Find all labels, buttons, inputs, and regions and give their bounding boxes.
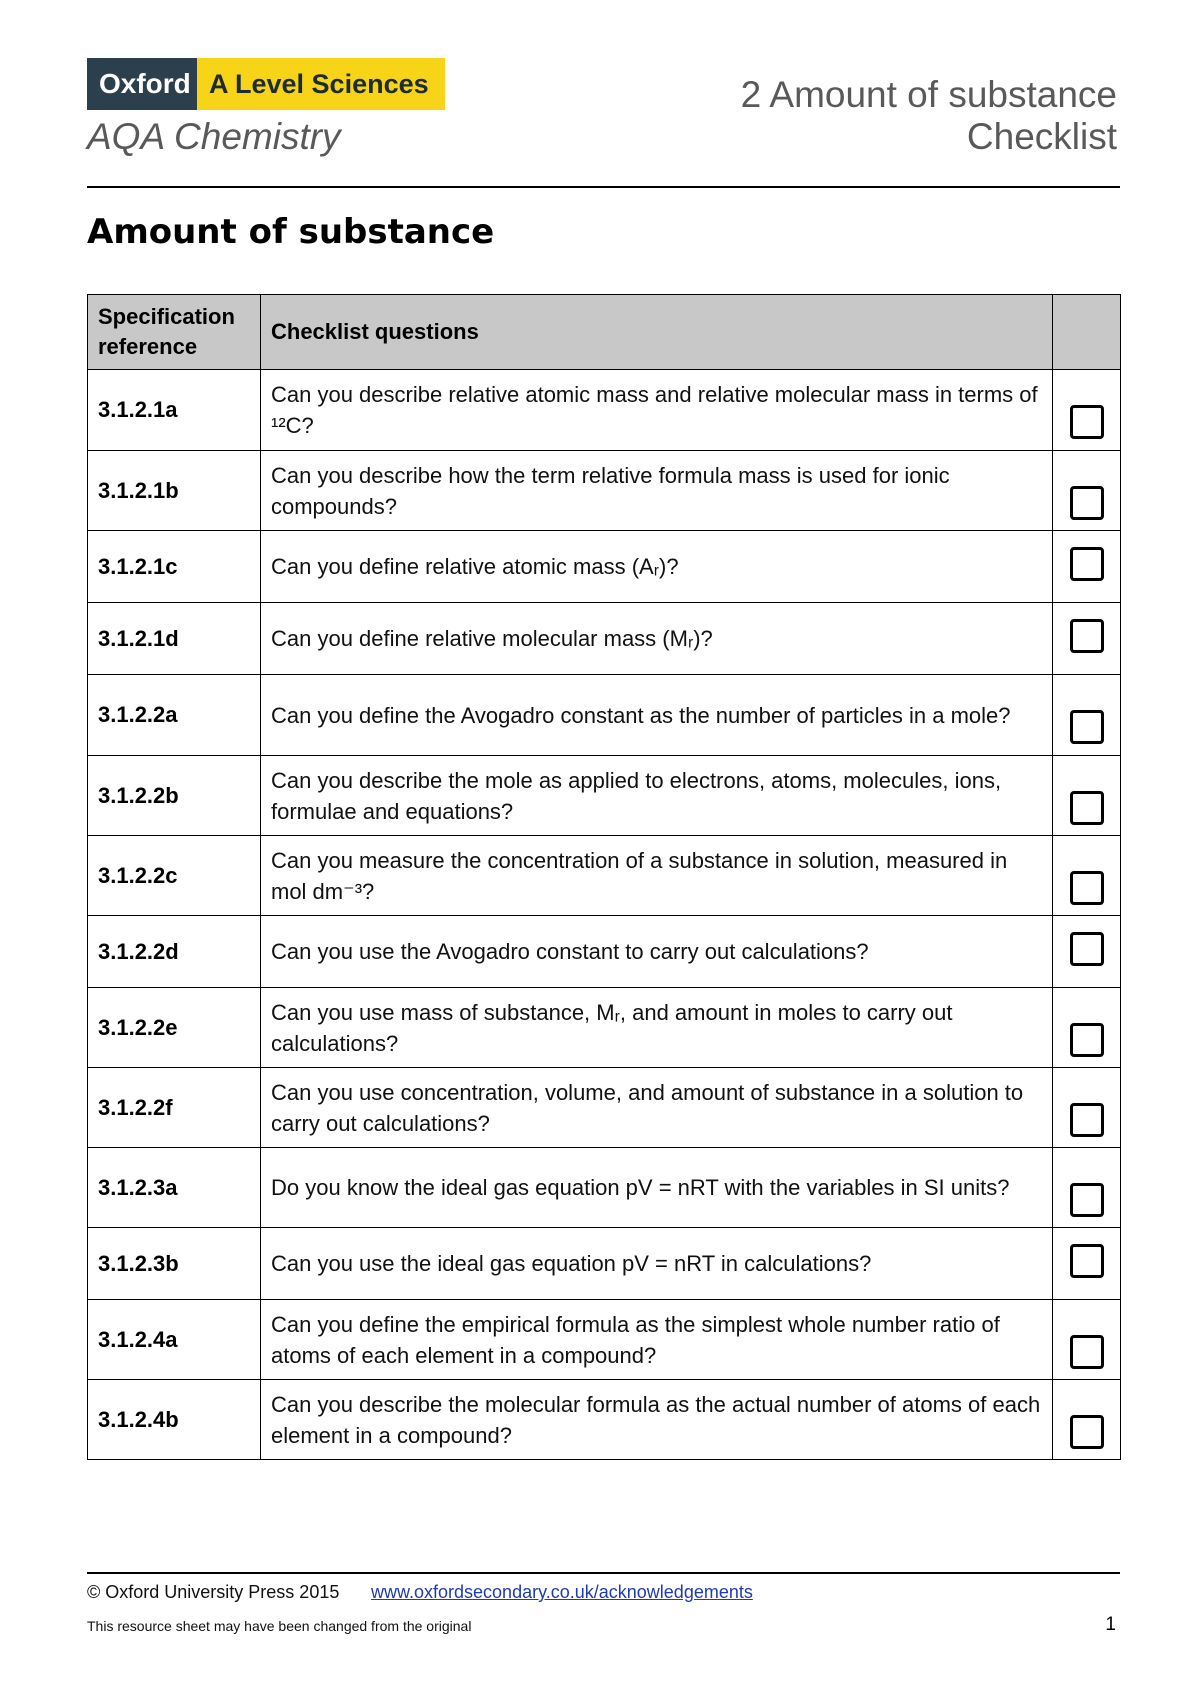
unit-title	[741, 74, 1117, 158]
table-row	[88, 1300, 1121, 1380]
subject-title: AQA Chemistry	[87, 116, 341, 157]
logo-brand: Oxford	[87, 58, 197, 110]
tick-cell	[1053, 1228, 1121, 1300]
checklist-question: Can you describe how the term relative formula mass is used for ionic compounds?	[261, 451, 1053, 531]
table-row	[88, 451, 1121, 531]
header-divider	[87, 186, 1120, 188]
spec-reference: 3.1.2.1b	[88, 451, 261, 531]
footer-note: This resource sheet may have been changed from the original	[87, 1618, 472, 1634]
checklist-question: Can you describe the mole as applied to electrons, atoms, molecules, ions, formulae and equations?	[261, 756, 1053, 836]
checklist-question: Can you define relative atomic mass (Aᵣ)?	[261, 531, 1053, 603]
checkbox[interactable]	[1070, 932, 1104, 966]
tick-cell	[1053, 451, 1121, 531]
table-row	[88, 988, 1121, 1068]
spec-reference: 3.1.2.1d	[88, 603, 261, 675]
spec-reference: 3.1.2.2f	[88, 1068, 261, 1148]
checkbox[interactable]	[1070, 1244, 1104, 1278]
acknowledgements-link[interactable]: www.oxfordsecondary.co.uk/acknowledgements	[371, 1582, 753, 1602]
page-heading: Amount of substance	[87, 212, 495, 252]
header-tick-column	[1053, 295, 1121, 370]
page-number: 1	[1105, 1614, 1116, 1635]
checkbox[interactable]	[1070, 1415, 1104, 1449]
spec-reference: 3.1.2.2a	[88, 675, 261, 756]
checkbox[interactable]	[1070, 547, 1104, 581]
spec-reference: 3.1.2.2b	[88, 756, 261, 836]
spec-reference: 3.1.2.4b	[88, 1380, 261, 1460]
spec-reference: 3.1.2.2e	[88, 988, 261, 1068]
tick-cell	[1053, 1068, 1121, 1148]
checklist-question: Can you use the Avogadro constant to carry out calculations?	[261, 916, 1053, 988]
spec-reference: 3.1.2.3a	[88, 1148, 261, 1228]
tick-cell	[1053, 916, 1121, 988]
tick-cell	[1053, 836, 1121, 916]
spec-reference: 3.1.2.1c	[88, 531, 261, 603]
checkbox[interactable]	[1070, 619, 1104, 653]
checklist-question: Can you use concentration, volume, and amount of substance in a solution to carry out calculations?	[261, 1068, 1053, 1148]
table-row	[88, 675, 1121, 756]
header-checklist-questions: Checklist questions	[261, 295, 1053, 370]
table-row	[88, 531, 1121, 603]
table-row	[88, 603, 1121, 675]
oxford-logo	[87, 58, 445, 110]
table-row	[88, 1068, 1121, 1148]
checklist-question: Can you describe relative atomic mass and relative molecular mass in terms of ¹²C?	[261, 370, 1053, 451]
table-header-row	[88, 295, 1121, 370]
tick-cell	[1053, 675, 1121, 756]
tick-cell	[1053, 370, 1121, 451]
checkbox[interactable]	[1070, 710, 1104, 744]
checklist-question: Can you define relative molecular mass (Mᵣ)?	[261, 603, 1053, 675]
checklist-table	[87, 294, 1121, 1460]
unit-title-line2: Checklist	[966, 116, 1117, 157]
spec-reference: 3.1.2.4a	[88, 1300, 261, 1380]
tick-cell	[1053, 1148, 1121, 1228]
checklist-question: Can you measure the concentration of a substance in solution, measured in mol dm⁻³?	[261, 836, 1053, 916]
table-row	[88, 1148, 1121, 1228]
checkbox[interactable]	[1070, 486, 1104, 520]
table-row	[88, 370, 1121, 451]
checkbox[interactable]	[1070, 871, 1104, 905]
tick-cell	[1053, 531, 1121, 603]
table-row	[88, 1228, 1121, 1300]
checkbox[interactable]	[1070, 1023, 1104, 1057]
checkbox[interactable]	[1070, 405, 1104, 439]
checkbox[interactable]	[1070, 1183, 1104, 1217]
checkbox[interactable]	[1070, 791, 1104, 825]
table-row	[88, 836, 1121, 916]
table-row	[88, 756, 1121, 836]
spec-reference: 3.1.2.2d	[88, 916, 261, 988]
header-spec-reference: Specification reference	[88, 295, 261, 370]
checklist-question: Can you describe the molecular formula as the actual number of atoms of each element in a compound?	[261, 1380, 1053, 1460]
table-row	[88, 1380, 1121, 1460]
unit-title-line1: 2 Amount of substance	[740, 74, 1117, 115]
tick-cell	[1053, 603, 1121, 675]
checklist-question: Can you use mass of substance, Mᵣ, and amount in moles to carry out calculations?	[261, 988, 1053, 1068]
tick-cell	[1053, 988, 1121, 1068]
tick-cell	[1053, 1300, 1121, 1380]
spec-reference: 3.1.2.3b	[88, 1228, 261, 1300]
checklist-question: Can you define the empirical formula as the simplest whole number ratio of atoms of each element in a compound?	[261, 1300, 1053, 1380]
spec-reference: 3.1.2.1a	[88, 370, 261, 451]
checklist-question: Can you use the ideal gas equation pV = nRT in calculations?	[261, 1228, 1053, 1300]
logo-series: A Level Sciences	[197, 58, 445, 110]
copyright-text: © Oxford University Press 2015	[87, 1582, 340, 1602]
tick-cell	[1053, 1380, 1121, 1460]
checkbox[interactable]	[1070, 1335, 1104, 1369]
table-row	[88, 916, 1121, 988]
footer-divider	[87, 1572, 1120, 1574]
checklist-question: Can you define the Avogadro constant as the number of particles in a mole?	[261, 675, 1053, 756]
spec-reference: 3.1.2.2c	[88, 836, 261, 916]
checklist-question: Do you know the ideal gas equation pV = nRT with the variables in SI units?	[261, 1148, 1053, 1228]
checkbox[interactable]	[1070, 1103, 1104, 1137]
tick-cell	[1053, 756, 1121, 836]
